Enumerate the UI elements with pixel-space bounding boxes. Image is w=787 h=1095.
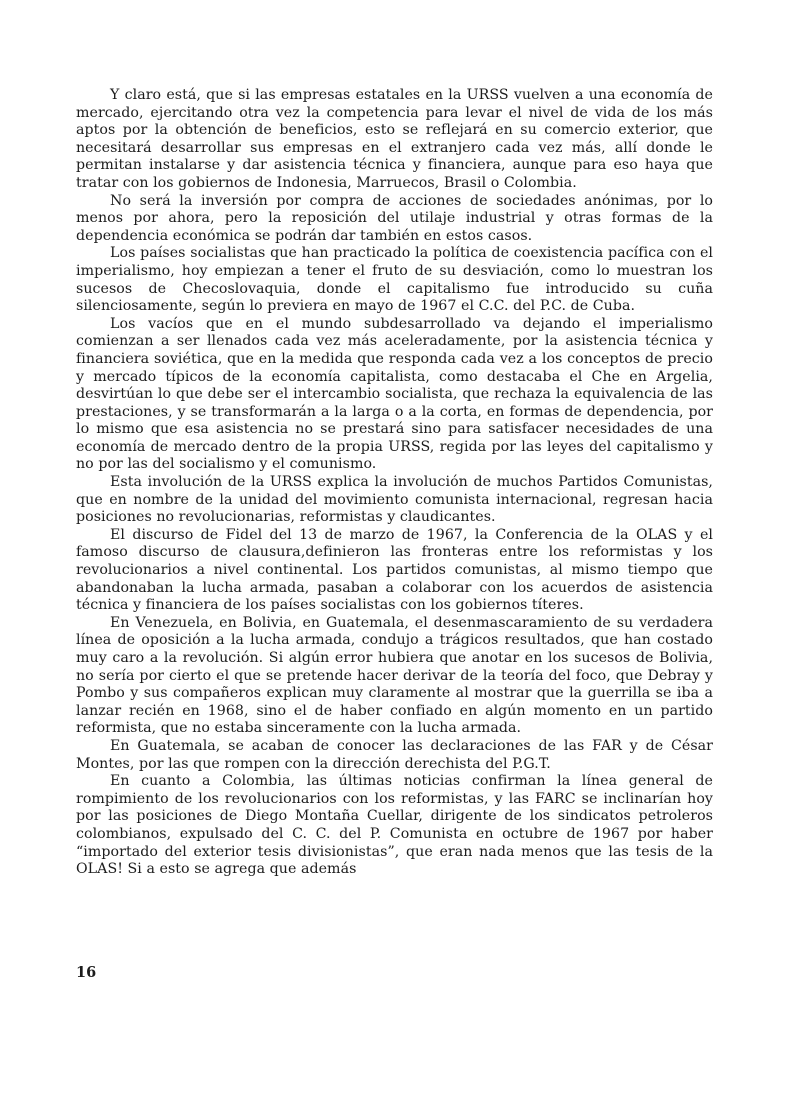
paragraph: En cuanto a Colombia, las últimas noticias confirman la línea general de rompimiento de los revolucionarios con los reformistas, y las FARC se inclinarían hoy por las posiciones de Diego Montaña Cuellar, dirigente de los sindicatos petroleros colombianos, expulsado del C. C. del P. Comunista en octubre de 1967 por haber “importado del exterior tesis divisionistas”, que eran nada menos que las tesis de la OLAS! Si a esto se agrega que además xyxy=(76,773,713,878)
paragraph: El discurso de Fidel del 13 de marzo de 1967, la Conferencia de la OLAS y el famoso discurso de clausura,definieron las fronteras entre los reformistas y los revolucionarios a nivel continental. Los partidos comunistas, al mismo tiempo que abandonaban la lucha armada, pasaban a colaborar con los acuerdos de asistencia técnica y financiera de los países socialistas con los gobiernos títeres. xyxy=(76,526,713,614)
body-text xyxy=(76,87,713,879)
paragraph: Y claro está, que si las empresas estatales en la URSS vuelven a una economía de mercado, ejercitando otra vez la competencia para levar el nivel de vida de los más aptos por la obtención de beneficios, esto se reflejará en su comercio exterior, que necesitará desarrollar sus empresas en el extranjero cada vez más, allí donde le permitan instalarse y dar asistencia técnica y financiera, aunque para eso haya que tratar con los gobiernos de Indonesia, Marruecos, Brasil o Colombia. xyxy=(76,87,713,191)
paragraph: Los países socialistas que han practicado la política de coexistencia pacífica con el imperialismo, hoy empiezan a tener el fruto de su desviación, como lo muestran los sucesos de Checoslovaquia, donde el capitalismo fue introducido su cuña silenciosamente, según lo previera en mayo de 1967 el C.C. del P.C. de Cuba. xyxy=(76,245,713,315)
page-number: 16 xyxy=(76,964,97,981)
paragraph: Los vacíos que en el mundo subdesarrollado va dejando el imperialismo comienzan a ser llenados cada vez más aceleradamente, por la asistencia técnica y financiera soviética, que en la medida que responda cada vez a los conceptos de precio y mercado típicos de la economía capitalista, como destacaba el Che en Argelia, desvirtúan lo que debe ser el intercambio socialista, que rechaza la equivalencia de las prestaciones, y se transformarán a la larga o a la corta, en formas de dependencia, por lo mismo que esa asistencia no se prestará sino para satisfacer necesidades de una economía de mercado dentro de la propia URSS, regida por las leyes del capitalismo y no por las del socialismo y el comunismo. xyxy=(76,315,713,473)
paragraph: En Guatemala, se acaban de conocer las declaraciones de las FAR y de César Montes, por las que rompen con la dirección derechista del P.G.T. xyxy=(76,737,713,772)
paragraph: No será la inversión por compra de acciones de sociedades anónimas, por lo menos por ahora, pero la reposición del utilaje industrial y otras formas de la dependencia económica se podrán dar también en estos casos. xyxy=(76,192,713,244)
paragraph: Esta involución de la URSS explica la involución de muchos Partidos Comunistas, que en nombre de la unidad del movimiento comunista internacional, regresan hacia posiciones no revolucionarias, reformistas y claudicantes. xyxy=(76,474,713,526)
paragraph: En Venezuela, en Bolivia, en Guatemala, el desenmascaramiento de su verdadera línea de oposición a la lucha armada, condujo a trágicos resultados, que han costado muy caro a la revolución. Si algún error hubiera que anotar en los sucesos de Bolivia, no sería por cierto el que se pretende hacer derivar de la teoría del foco, que Debray y Pombo y sus compañeros explican muy claramente al mostrar que la guerrilla se iba a lanzar recién en 1968, sino el de haber confiado en algún momento en un partido reformista, que no estaba sinceramente con la lucha armada. xyxy=(76,614,713,737)
